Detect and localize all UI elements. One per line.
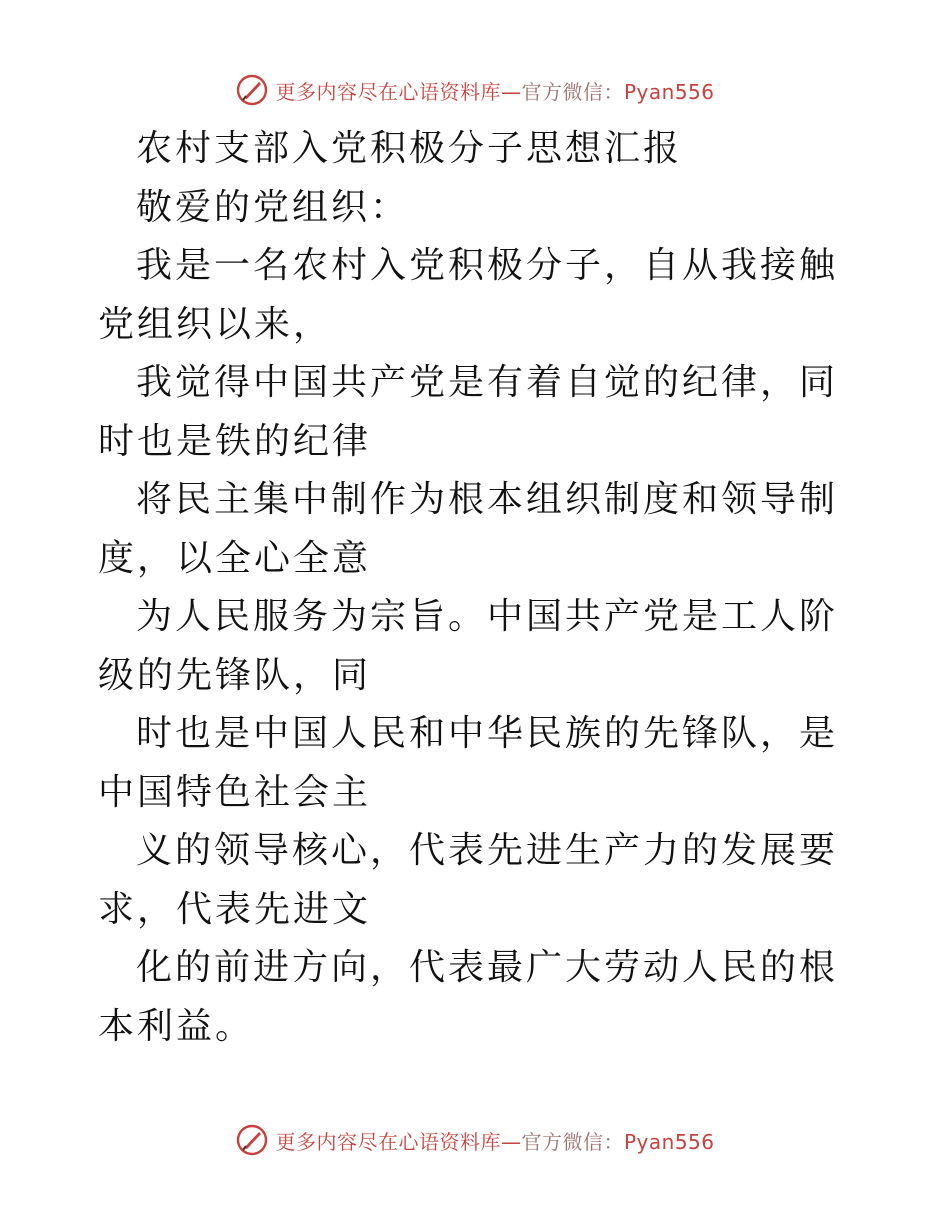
watermark-dash: — xyxy=(500,1129,522,1154)
paragraph: 我觉得中国共产党是有着自觉的纪律，同时也是铁的纪律 xyxy=(98,362,839,462)
watermark-site: 更多内容尽在心语资料库 xyxy=(275,1129,501,1154)
footer-watermark xyxy=(0,1122,950,1158)
watermark-text xyxy=(275,1126,714,1155)
paragraph: 我是一名农村入党积极分子，自从我接触党组织以来， xyxy=(98,245,839,345)
document-body xyxy=(98,120,858,1056)
paragraph: 将民主集中制作为根本组织制度和领导制度，以全心全意 xyxy=(98,479,839,579)
document-title: 农村支部入党积极分子思想汇报 xyxy=(136,128,683,169)
paragraph: 化的前进方向，代表最广大劳动人民的根本利益。 xyxy=(98,947,839,1047)
watermark-dash: — xyxy=(500,79,522,104)
header-watermark xyxy=(0,72,950,108)
watermark-wechat-label: 官方微信： xyxy=(521,1129,624,1154)
watermark-wechat-id: Pyan556 xyxy=(623,79,715,104)
salutation: 敬爱的党组织： xyxy=(136,186,410,228)
quill-pen-circle-icon xyxy=(235,73,269,107)
watermark-wechat-label: 官方微信： xyxy=(521,79,624,104)
paragraph: 义的领导核心，代表先进生产力的发展要求，代表先进文 xyxy=(98,830,839,930)
quill-pen-circle-icon xyxy=(235,1123,269,1157)
watermark-site: 更多内容尽在心语资料库 xyxy=(275,79,501,104)
paragraph: 为人民服务为宗旨。中国共产党是工人阶级的先锋队，同 xyxy=(98,596,839,696)
watermark-wechat-id: Pyan556 xyxy=(623,1129,715,1154)
paragraph: 时也是中国人民和中华民族的先锋队，是中国特色社会主 xyxy=(98,713,839,813)
watermark-text xyxy=(275,76,714,105)
